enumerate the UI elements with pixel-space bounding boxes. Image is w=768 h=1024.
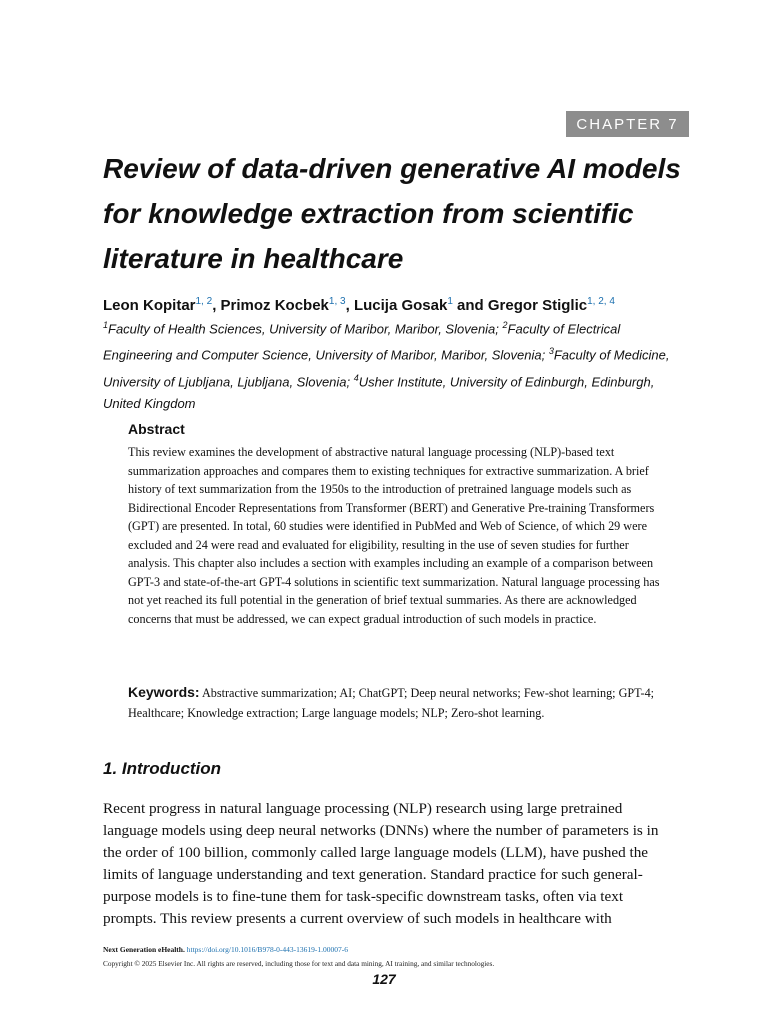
author-name: Gregor Stiglic [487, 297, 588, 314]
keywords-text: Abstractive summarization; AI; ChatGPT; Deep neural networks; Few-shot learning; GPT-4; Healthcare; Knowledge extraction; Large language models; NLP; Zero-shot learning. [128, 686, 655, 720]
chapter-title: Review of data-driven generative AI models for knowledge extraction from scientific literature in healthcare [103, 153, 681, 274]
chapter-badge: CHAPTER 7 [566, 111, 689, 137]
section-heading-introduction: 1. Introduction [103, 759, 222, 778]
author-name: Leon Kopitar [103, 297, 196, 314]
keywords-label: Keywords: [128, 684, 200, 700]
abstract-heading: Abstract [128, 421, 185, 437]
author-affiliation-marker[interactable]: 1 [447, 296, 453, 307]
doi-link[interactable]: https://doi.org/10.1016/B978-0-443-13619-1.00007-6 [186, 945, 349, 954]
affiliation-text: Faculty of Health Sciences, University of Maribor, Maribor, Slovenia; [108, 321, 503, 337]
author-separator: and [452, 297, 488, 314]
affiliation-text: Faculty of Electrical Engineering and Computer Science, University of Maribor, Maribor, Slovenia; [103, 321, 621, 363]
affiliations [103, 314, 673, 415]
author-affiliation-marker[interactable]: 1, 2 [195, 296, 213, 307]
page-number: 127 [372, 971, 396, 987]
author-name: Primoz Kocbek [220, 297, 329, 314]
introduction-text: Recent progress in natural language processing (NLP) research using large pretrained language models using deep neural networks (DNNs) where the number of parameters is in the order of 100 billion, commonly called large language models (LLM), have pushed the limits of language understanding and text generation. Standard practice for such general-purpose models is to fine-tune them for task-specific downstream tasks, often via text prompts. This review presents a current overview of such models in healthcare with [103, 800, 659, 927]
affiliation-number: 4 [353, 372, 359, 383]
affiliation-text: Usher Institute, University of Edinburgh, Edinburgh, United Kingdom [103, 373, 655, 411]
affiliation-text: Faculty of Medicine, University of Ljubljana, Ljubljana, Slovenia; [103, 347, 670, 389]
copyright-notice: Copyright © 2025 Elsevier Inc. All rights are reserved, including those for text and data mining, AI training, and similar technologies. [103, 959, 495, 968]
author-affiliation-marker[interactable]: 1, 2, 4 [587, 296, 615, 307]
author-separator: , [212, 297, 221, 314]
keywords [128, 683, 663, 723]
abstract-text: This review examines the development of abstractive natural language processing (NLP)-based text summarization approaches and compares them to existing techniques for extractive summarization. A brief history of text summarization from the 1950s to the introduction of pretrained language models such as Bidirectional Encoder Representations from Transformer (BERT) and Generative Pre-training Transformers (GPT) are presented. In total, 60 studies were identified in PubMed and Web of Science, of which 29 were excluded and 24 were read and evaluated for eligibility, resulting in the use of seven studies for further analysis. This chapter also includes a section with examples including an example of a comparison between GPT-3 and state-of-the-art GPT-4 solutions in scientific text summarization. Natural language processing has not yet reached its full potential in the generation of brief textual summaries. As there are acknowledged concerns that must be addressed, we can expect gradual introduction of such models in practice. [128, 445, 660, 626]
journal-name: Next Generation eHealth. [103, 945, 185, 954]
affiliation-number: 3 [548, 346, 554, 357]
footer-citation [103, 945, 348, 954]
affiliation-number: 2 [502, 320, 508, 330]
author-name: Lucija Gosak [353, 297, 448, 314]
author-affiliation-marker[interactable]: 1, 3 [328, 296, 346, 307]
affiliation-number: 1 [103, 320, 109, 330]
author-separator: , [345, 297, 354, 314]
